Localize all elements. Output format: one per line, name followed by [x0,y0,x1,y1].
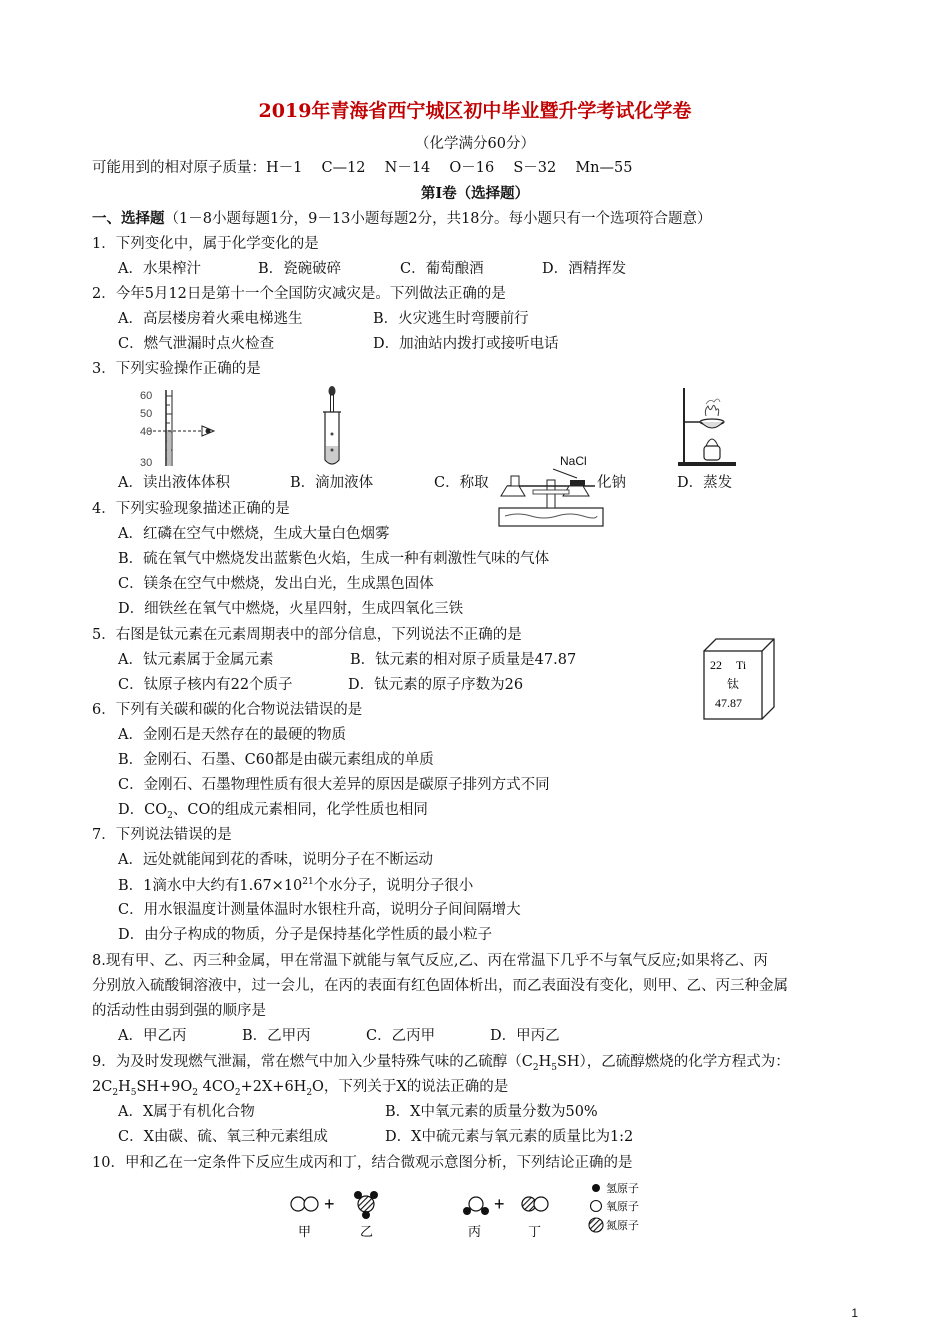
oxygen-atom [304,1197,318,1211]
q6-option-b: B．金刚石、石墨、C60都是由碳元素组成的单质 [118,752,434,768]
evaporation-figure [676,384,738,468]
titanium-element-box [700,637,778,721]
nacl-label: NaCl [560,454,587,468]
q4-option-b: B．硫在氧气中燃烧发出蓝紫色火焰，生成一种有刺激性气味的气体 [118,551,550,567]
plus-sign: + [324,1194,335,1214]
q1-option-d: D．酒精挥发 [542,261,627,277]
balance-figure [493,450,611,532]
legend-hydrogen: 氢原子 [606,1182,639,1195]
element-symbol: Ti [736,658,747,672]
hydrogen-atom [481,1207,489,1215]
element-name: 钛 [727,677,740,691]
q6-option-c: C．金刚石、石墨物理性质有很大差异的原因是碳原子排列方式不同 [118,777,550,793]
q2-option-c: C．燃气泄漏时点火检查 [118,336,275,352]
hydrogen-atom [370,1191,378,1199]
q5-option-d: D．钛元素的原子序数为26 [348,677,524,693]
q3-option-b: B．滴加液体 [290,475,374,491]
q5-option-c: C．钛原子核内有22个质子 [118,677,293,693]
label-bing: 丙 [468,1225,482,1240]
tick-60: 60 [140,390,153,402]
q7-option-c: C．用水银温度计测量体温时水银柱升高，说明分子间间隔增大 [118,902,521,918]
label-ding: 丁 [528,1225,542,1240]
q4-option-a: A．红磷在空气中燃烧，生成大量白色烟雾 [118,526,390,542]
q6-option-a: A．金刚石是天然存在的最硬的物质 [118,727,346,743]
atomic-masses: 可能用到的相对原子质量：H－1 C—12 N－14 O－16 S－32 Mn—55 [92,160,633,176]
cylinder-reading-figure [138,386,220,468]
q9-option-c: C．X由碳、硫、氧三种元素组成 [118,1129,328,1145]
q1-option-c: C．葡萄酿酒 [400,261,484,277]
tick-30: 30 [140,457,153,468]
dropper-testtube-figure [318,384,346,470]
q2-option-d: D．加油站内拨打或接听电话 [373,336,559,352]
label-yi: 乙 [360,1225,374,1240]
element-number: 22 [710,658,722,672]
q3-stem: 3．下列实验操作正确的是 [92,361,261,377]
q3-option-c-tail: 化钠 [597,475,626,491]
hydrogen-atom [362,1211,370,1219]
nitrogen-atom [358,1196,374,1212]
legend-nitrogen: 氮原子 [606,1219,639,1232]
q7-stem: 7．下列说法错误的是 [92,827,232,843]
q8-option-c: C．乙丙甲 [366,1028,436,1044]
oxygen-atom [534,1197,548,1211]
part1-instructions [92,210,712,228]
part1-head: 一、选择题 [92,210,165,227]
q8-option-d: D．甲丙乙 [490,1028,560,1044]
page-number: 1 [851,1306,858,1320]
hydrogen-atom [463,1207,471,1215]
q8-option-a: A．甲乙丙 [118,1028,187,1044]
q5-option-b: B．钛元素的相对原子质量是47.87 [350,652,577,668]
q10-stem: 10．甲和乙在一定条件下反应生成丙和丁，结合微观示意图分析，下列结论正确的是 [92,1155,633,1171]
q3-option-a: A．读出液体体积 [118,475,230,491]
q4-option-d: D．细铁丝在氧气中燃烧，火星四射，生成四氧化三铁 [118,601,464,617]
q6-option-d: D．$CO_2$、CO的组成元素相同，化学性质也相同 [118,802,428,821]
legend-nitrogen-icon [589,1218,603,1232]
oxygen-atom [291,1197,305,1211]
hydrogen-atom [354,1191,362,1199]
legend-hydrogen-icon [592,1184,600,1192]
section-heading: 第Ⅰ卷（选择题） [420,185,530,202]
q3-option-d: D．蒸发 [677,475,733,491]
q9-option-d: D．X中硫元素与氧元素的质量比为1:2 [385,1129,634,1145]
q3-option-c: C．称取 [434,475,489,491]
label-jia: 甲 [298,1225,312,1240]
legend-oxygen-icon [591,1201,602,1212]
q2-stem: 2．今年5月12日是第十一个全国防灾减灾是。下列做法正确的是 [92,286,506,302]
q9-option-b: B．X中氧元素的质量分数为50% [385,1104,598,1120]
q7-option-b: B．1滴水中大约有$1.67\times 10^{21}$个水分子，说明分子很小 [118,877,474,894]
q2-option-a: A．高层楼房着火乘电梯逃生 [118,311,303,327]
q1-option-a: A．水果榨汁 [118,261,201,277]
exam-title: 2019年青海省西宁城区初中毕业暨升学考试化学卷 [258,100,692,122]
q8-line2: 分别放入硫酸铜溶液中，过一会儿，在丙的表面有红色固体析出，而乙表面没有变化，则甲、乙、丙三种金属 [92,978,788,994]
q6-stem: 6．下列有关碳和碳的化合物说法错误的是 [92,702,363,718]
legend-oxygen: 氧原子 [606,1200,639,1213]
q8-option-b: B．乙甲丙 [242,1028,311,1044]
q9-equation: $2C_2H_5SH+9O_2$ $4CO_2+2X+6H_2O$，下列关于X的说法正确的是 [92,1079,509,1098]
plus-sign: + [494,1194,505,1214]
q7-option-d: D．由分子构成的物质，分子是保持基化学性质的最小粒子 [118,927,493,943]
q4-stem: 4．下列实验现象描述正确的是 [92,501,290,517]
q5-option-a: A．钛元素属于金属元素 [118,652,274,668]
reaction-micro-diagram [282,1180,682,1244]
q1-stem: 1．下列变化中，属于化学变化的是 [92,236,319,252]
q9-line1: 9．为及时发现燃气泄漏，常在燃气中加入少量特殊气味的乙硫醇$(C_2H_5SH)$，乙硫醇燃烧的化学方程式为： [92,1054,790,1073]
q5-stem: 5．右图是钛元素在元素周期表中的部分信息，下列说法不正确的是 [92,627,522,643]
oxygen-atom [469,1197,483,1211]
q8-line1: 8.现有甲、乙、丙三种金属，甲在常温下就能与氧气反应,乙、丙在常温下几乎不与氧气反应;如果将乙、丙 [92,953,768,969]
q7-option-a: A．远处就能闻到花的香味，说明分子在不断运动 [118,852,433,868]
tick-50: 50 [140,408,153,420]
tick-40: 40 [140,426,153,438]
q2-option-b: B．火灾逃生时弯腰前行 [373,311,529,327]
exam-subtitle: （化学满分60分） [415,136,535,152]
element-mass: 47.87 [715,696,742,710]
q4-option-c: C．镁条在空气中燃烧，发出白光，生成黑色固体 [118,576,434,592]
q9-option-a: A．X属于有机化合物 [118,1104,255,1120]
q1-option-b: B．瓷碗破碎 [258,261,342,277]
q8-line3: 的活动性由弱到强的顺序是 [92,1003,266,1019]
part1-note: （1－8小题每题1分，9－13小题每题2分，共18分。每小题只有一个选项符合题意） [164,211,712,227]
